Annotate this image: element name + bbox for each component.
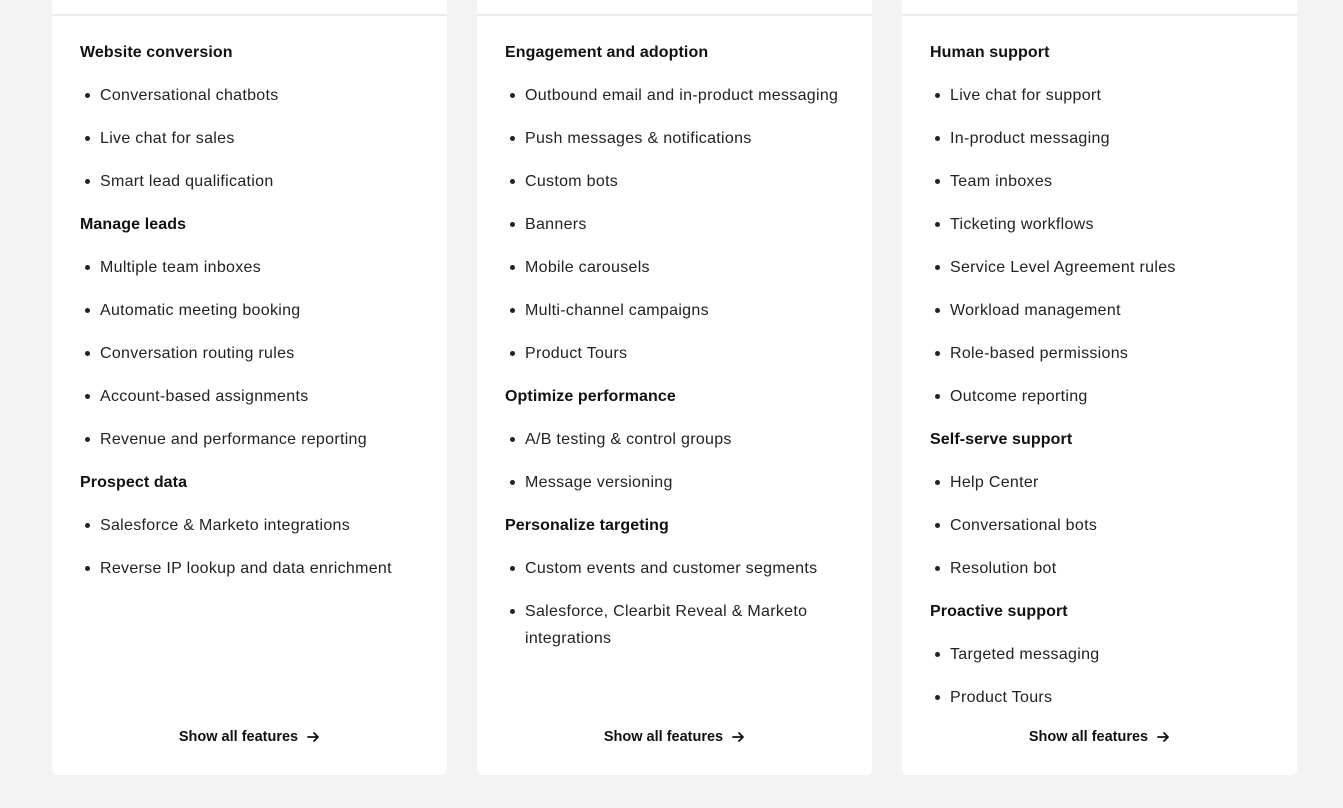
feature-item: Salesforce, Clearbit Reveal & Marketo integrations [505, 598, 852, 652]
card-body [505, 39, 852, 668]
bullet-icon [85, 523, 90, 528]
feature-item: Outcome reporting [930, 383, 1277, 410]
section-title: Human support [930, 44, 1050, 61]
arrow-right-icon [732, 731, 745, 743]
bullet-icon [85, 566, 90, 571]
feature-item: Outbound email and in-product messaging [505, 82, 852, 109]
feature-item: Product Tours [505, 340, 852, 367]
bullet-icon [510, 93, 515, 98]
feature-item: Multiple team inboxes [80, 254, 427, 281]
bullet-icon [935, 265, 940, 270]
feature-item: Revenue and performance reporting [80, 426, 427, 453]
bullet-icon [85, 437, 90, 442]
section-title: Personalize targeting [505, 517, 669, 534]
bullet-icon [510, 179, 515, 184]
show-all-features-label: Show all features [1028, 729, 1149, 745]
card-divider [52, 14, 447, 16]
feature-item: Custom events and customer segments [505, 555, 852, 582]
bullet-icon [510, 480, 515, 485]
feature-item: Account-based assignments [80, 383, 427, 410]
bullet-icon [85, 308, 90, 313]
feature-item: Team inboxes [930, 168, 1277, 195]
feature-item: Workload management [930, 297, 1277, 324]
bullet-icon [935, 523, 940, 528]
feature-item: Live chat for support [930, 82, 1277, 109]
bullet-icon [935, 136, 940, 141]
bullet-icon [510, 566, 515, 571]
arrow-right-icon [1157, 731, 1170, 743]
bullet-icon [935, 480, 940, 485]
feature-item: Conversational bots [930, 512, 1277, 539]
feature-list [80, 512, 427, 582]
feature-item: Help Center [930, 469, 1277, 496]
feature-list [505, 426, 852, 496]
feature-item: Conversational chatbots [80, 82, 427, 109]
bullet-icon [510, 265, 515, 270]
bullet-icon [85, 136, 90, 141]
feature-item: Banners [505, 211, 852, 238]
section-title: Prospect data [80, 474, 188, 491]
feature-item: Mobile carousels [505, 254, 852, 281]
bullet-icon [510, 351, 515, 356]
feature-item: Ticketing workflows [930, 211, 1277, 238]
feature-item: Multi-channel campaigns [505, 297, 852, 324]
feature-item: Smart lead qualification [80, 168, 427, 195]
show-all-features-button[interactable] [902, 722, 1297, 752]
feature-item: Live chat for sales [80, 125, 427, 152]
feature-item: Automatic meeting booking [80, 297, 427, 324]
section-title: Manage leads [80, 216, 187, 233]
bullet-icon [935, 695, 940, 700]
feature-card-3 [902, 0, 1297, 775]
feature-item: Service Level Agreement rules [930, 254, 1277, 281]
feature-item: A/B testing & control groups [505, 426, 852, 453]
bullet-icon [935, 222, 940, 227]
feature-list [80, 254, 427, 453]
card-body [930, 39, 1277, 727]
feature-item: Resolution bot [930, 555, 1277, 582]
section-title: Optimize performance [505, 388, 676, 405]
show-all-features-label: Show all features [603, 729, 724, 745]
bullet-icon [85, 265, 90, 270]
bullet-icon [510, 609, 515, 614]
bullet-icon [935, 179, 940, 184]
bullet-icon [510, 136, 515, 141]
show-all-features-label: Show all features [178, 729, 299, 745]
feature-item: Message versioning [505, 469, 852, 496]
bullet-icon [85, 394, 90, 399]
bullet-icon [935, 351, 940, 356]
arrow-right-icon [307, 731, 320, 743]
feature-card-1 [52, 0, 447, 775]
bullet-icon [85, 179, 90, 184]
feature-item: Product Tours [930, 684, 1277, 711]
show-all-features-button[interactable] [52, 722, 447, 752]
feature-item: In-product messaging [930, 125, 1277, 152]
card-body [80, 39, 427, 598]
feature-list [930, 641, 1277, 711]
card-divider [477, 14, 872, 16]
feature-list [505, 82, 852, 367]
feature-list [930, 469, 1277, 582]
show-all-features-button[interactable] [477, 722, 872, 752]
bullet-icon [85, 351, 90, 356]
bullet-icon [935, 566, 940, 571]
feature-item: Conversation routing rules [80, 340, 427, 367]
section-title: Self-serve support [930, 431, 1073, 448]
bullet-icon [510, 437, 515, 442]
bullet-icon [935, 394, 940, 399]
feature-item: Reverse IP lookup and data enrichment [80, 555, 427, 582]
feature-list [505, 555, 852, 652]
feature-list [930, 82, 1277, 410]
feature-item: Salesforce & Marketo integrations [80, 512, 427, 539]
feature-item: Targeted messaging [930, 641, 1277, 668]
card-divider [902, 14, 1297, 16]
bullet-icon [935, 93, 940, 98]
feature-item: Custom bots [505, 168, 852, 195]
section-title: Proactive support [930, 603, 1068, 620]
bullet-icon [510, 308, 515, 313]
bullet-icon [935, 308, 940, 313]
bullet-icon [510, 222, 515, 227]
feature-item: Role-based permissions [930, 340, 1277, 367]
section-title: Website conversion [80, 44, 233, 61]
bullet-icon [935, 652, 940, 657]
bullet-icon [85, 93, 90, 98]
feature-card-2 [477, 0, 872, 775]
feature-item: Push messages & notifications [505, 125, 852, 152]
section-title: Engagement and adoption [505, 44, 709, 61]
feature-list [80, 82, 427, 195]
